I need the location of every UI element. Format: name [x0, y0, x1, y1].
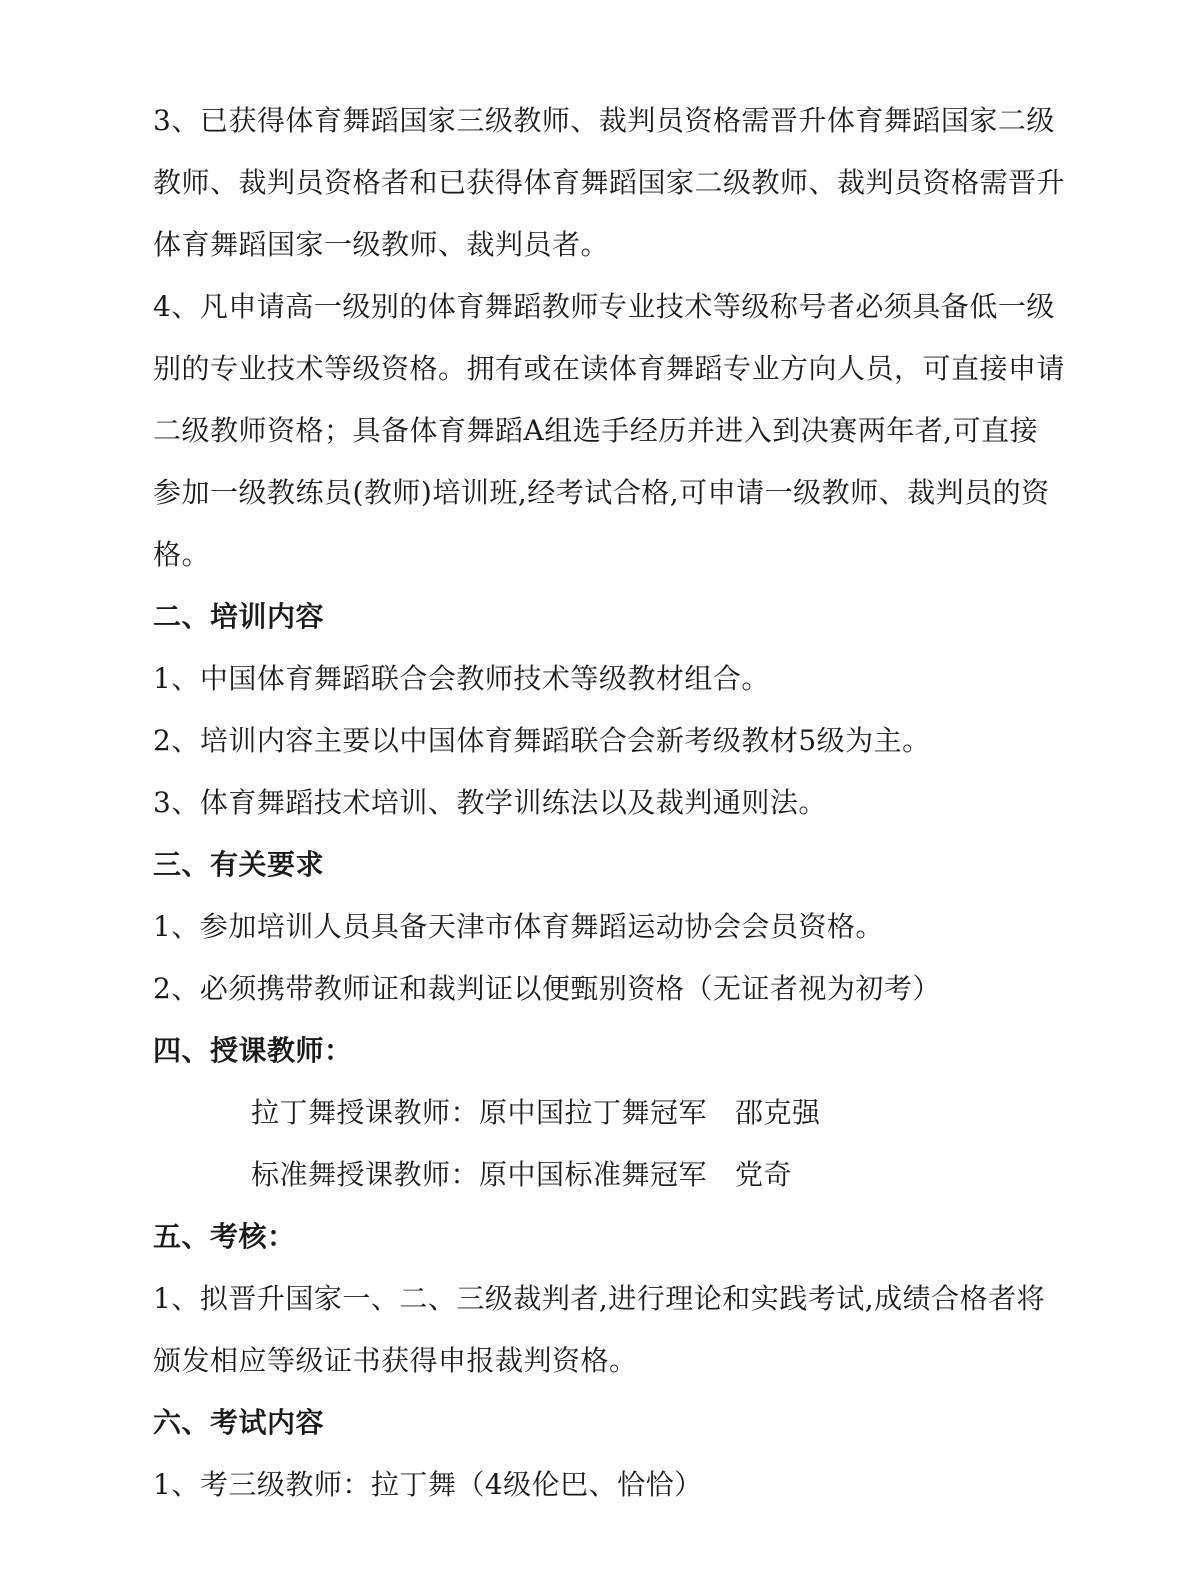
para-qualification-3-line-1: 3、已获得体育舞蹈国家三级教师、裁判员资格需晋升体育舞蹈国家二级	[153, 104, 1055, 137]
training-item-2: 2、培训内容主要以中国体育舞蹈联合会新考级教材5级为主。	[153, 724, 931, 757]
instructor-latin-name: 邵克强	[735, 1096, 821, 1129]
instructor-standard	[251, 1155, 792, 1195]
para-qualification-4-line-3: 二级教师资格；具备体育舞蹈A组选手经历并进入到决赛两年者,可直接	[153, 414, 1039, 447]
instructor-latin-label: 拉丁舞授课教师：原中国拉丁舞冠军	[251, 1096, 708, 1129]
para-qualification-4-line-1: 4、凡申请高一级别的体育舞蹈教师专业技术等级称号者必须具备低一级	[153, 290, 1055, 323]
assessment-item-1-line-2: 颁发相应等级证书获得申报裁判资格。	[153, 1344, 638, 1377]
para-qualification-3-line-2: 教师、裁判员资格者和已获得体育舞蹈国家二级教师、裁判员资格需晋升	[153, 166, 1066, 199]
para-qualification-4-line-2: 别的专业技术等级资格。拥有或在读体育舞蹈专业方向人员，可直接申请	[153, 352, 1066, 385]
para-qualification-4-line-5: 格。	[153, 538, 211, 571]
assessment-item-1-line-1: 1、拟晋升国家一、二、三级裁判者,进行理论和实践考试,成绩合格者将	[153, 1282, 1046, 1315]
training-item-1: 1、中国体育舞蹈联合会教师技术等级教材组合。	[153, 662, 770, 695]
instructor-latin	[251, 1093, 821, 1133]
section-heading-instructors: 四、授课教师：	[153, 1034, 353, 1067]
instructor-standard-name: 党奇	[735, 1158, 793, 1191]
para-qualification-4-line-4: 参加一级教练员(教师)培训班,经考试合格,可申请一级教师、裁判员的资	[153, 476, 1050, 509]
section-heading-requirements: 三、有关要求	[153, 848, 325, 881]
para-qualification-3-line-3: 体育舞蹈国家一级教师、裁判员者。	[153, 228, 610, 261]
section-heading-assessment: 五、考核：	[153, 1220, 296, 1253]
instructor-standard-label: 标准舞授课教师：原中国标准舞冠军	[251, 1158, 708, 1191]
requirement-item-2: 2、必须携带教师证和裁判证以便甄别资格（无证者视为初考）	[153, 972, 941, 1005]
training-item-3: 3、体育舞蹈技术培训、教学训练法以及裁判通则法。	[153, 786, 827, 819]
exam-item-1: 1、考三级教师：拉丁舞（4级伦巴、恰恰）	[153, 1468, 703, 1501]
requirement-item-1: 1、参加培训人员具备天津市体育舞蹈运动协会会员资格。	[153, 910, 884, 943]
section-heading-exam-content: 六、考试内容	[153, 1406, 325, 1439]
section-heading-training-content: 二、培训内容	[153, 600, 325, 633]
